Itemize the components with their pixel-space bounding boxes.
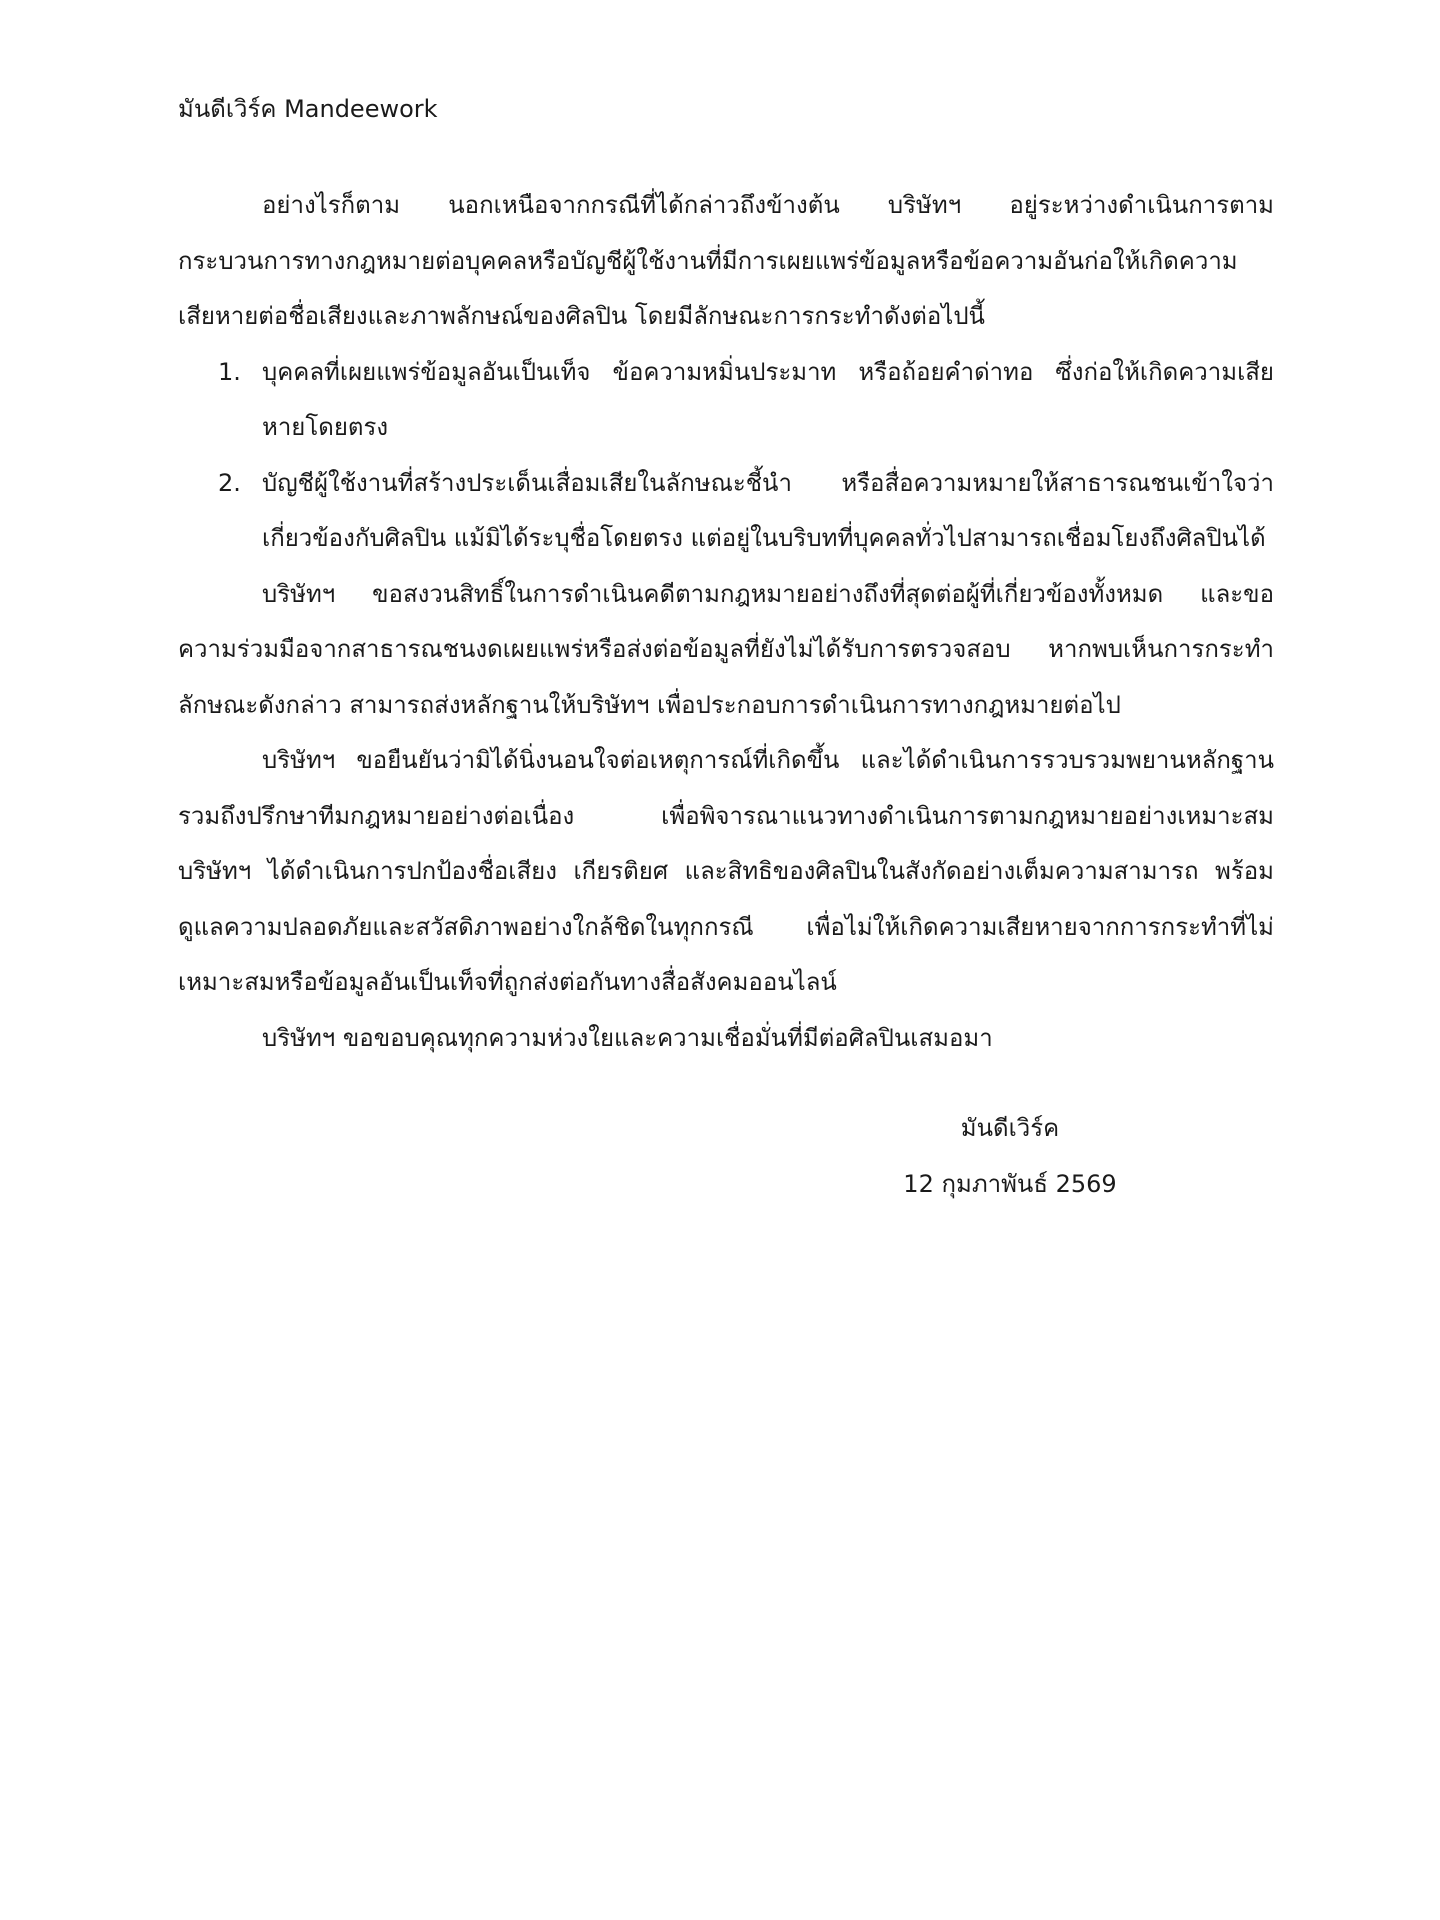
paragraph-confirm: บริษัทฯ ขอยืนยันว่ามิได้นิ่งนอนใจต่อเหตุการณ์ที่เกิดขึ้น และได้ดำเนินการรวบรวมพยานหลักฐานรวมถึงปรึกษาทีมกฎหมายอย่างต่อเนื่อง เพื่อพิจารณาแนวทางดำเนินการตามกฎหมายอย่างเหมาะสม บริษัทฯ ได้ดำเนินการปกป้องชื่อเสียง เกียรติยศ และสิทธิของศิลปินในสังกัดอย่างเต็มความสามารถ พร้อมดูแลความปลอดภัยและสวัสดิภาพอย่างใกล้ชิดในทุกกรณี เพื่อไม่ให้เกิดความเสียหายจากการกระทำที่ไม่เหมาะสมหรือข้อมูลอันเป็นเท็จที่ถูกส่งต่อกันทางสื่อสังคมออนไลน์: [178, 746, 1274, 996]
signature-date: 12 กุมภาพันธ์ 2569: [903, 1170, 1117, 1198]
paragraph-intro: อย่างไรก็ตาม นอกเหนือจากกรณีที่ได้กล่าวถึงข้างต้น บริษัทฯ อยู่ระหว่างดำเนินการตามกระบวนการทางกฎหมายต่อบุคคลหรือบัญชีผู้ใช้งานที่มีการเผยแพร่ข้อมูลหรือข้อความอันก่อให้เกิดความเสียหายต่อชื่อเสียงและภาพลักษณ์ของศิลปิน โดยมีลักษณะการกระทำดังต่อไปนี้: [178, 191, 1274, 330]
paragraph-thanks: บริษัทฯ ขอขอบคุณทุกความห่วงใยและความเชื่อมั่นที่มีต่อศิลปินเสมอมา: [262, 1023, 993, 1052]
signature-block: [880, 1100, 1140, 1212]
list-item: [178, 345, 1274, 456]
list-item-number: 2.: [218, 468, 241, 497]
paragraph-reserve-rights: บริษัทฯ ขอสงวนสิทธิ์ในการดำเนินคดีตามกฎหมายอย่างถึงที่สุดต่อผู้ที่เกี่ยวข้องทั้งหมด และขอความร่วมมือจากสาธารณชนงดเผยแพร่หรือส่งต่อข้อมูลที่ยังไม่ได้รับการตรวจสอบ หากพบเห็นการกระทำลักษณะดังกล่าว สามารถส่งหลักฐานให้บริษัทฯ เพื่อประกอบการดำเนินการทางกฎหมายต่อไป: [178, 579, 1274, 719]
document-header: มันดีเวิร์ค Mandeework: [178, 95, 438, 123]
list-item-number: 1.: [218, 357, 241, 386]
document-body: [178, 178, 1274, 1066]
violation-list: [178, 345, 1274, 567]
list-item-text: บุคคลที่เผยแพร่ข้อมูลอันเป็นเท็จ ข้อความหมิ่นประมาท หรือถ้อยคำด่าทอ ซึ่งก่อให้เกิดความเสียหายโดยตรง: [262, 357, 1274, 441]
signature-name: มันดีเวิร์ค: [960, 1114, 1060, 1142]
list-item: [178, 456, 1274, 567]
list-item-text: บัญชีผู้ใช้งานที่สร้างประเด็นเสื่อมเสียในลักษณะชี้นำ หรือสื่อความหมายให้สาธารณชนเข้าใจว่าเกี่ยวข้องกับศิลปิน แม้มิได้ระบุชื่อโดยตรง แต่อยู่ในบริบทที่บุคคลทั่วไปสามารถเชื่อมโยงถึงศิลปินได้: [262, 468, 1274, 552]
